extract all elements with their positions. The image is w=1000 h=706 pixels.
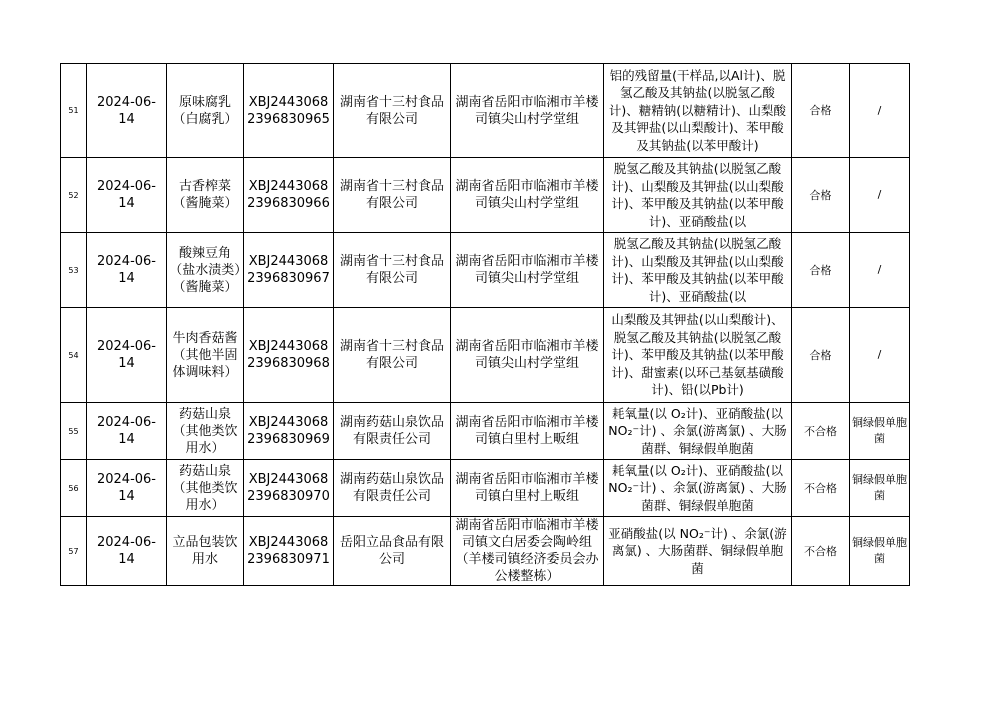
row-number: 57 <box>61 517 87 586</box>
row-number: 55 <box>61 403 87 460</box>
inspection-items: 铝的残留量(干样品,以Al计)、脱氢乙酸及其钠盐(以脱氢乙酸计)、糖精钠(以糖精计)、山梨酸及其钾盐(以山梨酸计)、苯甲酸及其钠盐(以苯甲酸计) <box>604 64 792 158</box>
producer-name: 湖南药菇山泉饮品有限责任公司 <box>334 403 451 460</box>
producer-name: 湖南省十三村食品有限公司 <box>334 233 451 308</box>
table-row <box>61 403 910 460</box>
inspection-items: 脱氢乙酸及其钠盐(以脱氢乙酸计)、山梨酸及其钾盐(以山梨酸计)、苯甲酸及其钠盐(以苯甲酸计)、亚硝酸盐(以 <box>604 158 792 233</box>
failure-reason: / <box>850 308 910 403</box>
verdict: 不合格 <box>792 403 850 460</box>
table-row <box>61 158 910 233</box>
table-row <box>61 64 910 158</box>
table-row <box>61 233 910 308</box>
sample-date: 2024-06-14 <box>87 233 167 308</box>
verdict: 合格 <box>792 64 850 158</box>
table-row <box>61 517 910 586</box>
inspection-items: 亚硝酸盐(以 NO₂⁻计) 、余氯(游离氯) 、大肠菌群、铜绿假单胞菌 <box>604 517 792 586</box>
producer-name: 湖南省十三村食品有限公司 <box>334 158 451 233</box>
producer-name: 湖南药菇山泉饮品有限责任公司 <box>334 460 451 517</box>
verdict: 合格 <box>792 158 850 233</box>
row-number: 53 <box>61 233 87 308</box>
product-name: 原味腐乳（白腐乳） <box>167 64 244 158</box>
row-number: 51 <box>61 64 87 158</box>
producer-address: 湖南省岳阳市临湘市羊楼司镇尖山村学堂组 <box>451 64 604 158</box>
verdict: 不合格 <box>792 460 850 517</box>
failure-reason: / <box>850 158 910 233</box>
product-name: 立品包装饮用水 <box>167 517 244 586</box>
table-row <box>61 308 910 403</box>
product-name: 古香榨菜（酱腌菜） <box>167 158 244 233</box>
product-name: 药菇山泉（其他类饮用水） <box>167 460 244 517</box>
sample-id: XBJ24430682396830970 <box>244 460 334 517</box>
product-name: 药菇山泉（其他类饮用水） <box>167 403 244 460</box>
inspection-items: 山梨酸及其钾盐(以山梨酸计)、脱氢乙酸及其钠盐(以脱氢乙酸计)、苯甲酸及其钠盐(以苯甲酸计)、甜蜜素(以环己基氨基磺酸计)、铅(以Pb计) <box>604 308 792 403</box>
sample-id: XBJ24430682396830965 <box>244 64 334 158</box>
inspection-items: 耗氧量(以 O₂计)、亚硝酸盐(以 NO₂⁻计) 、余氯(游离氯) 、大肠菌群、铜绿假单胞菌 <box>604 460 792 517</box>
row-number: 52 <box>61 158 87 233</box>
producer-address: 湖南省岳阳市临湘市羊楼司镇尖山村学堂组 <box>451 158 604 233</box>
sample-date: 2024-06-14 <box>87 64 167 158</box>
sample-date: 2024-06-14 <box>87 158 167 233</box>
product-name: 酸辣豆角（盐水渍类）（酱腌菜） <box>167 233 244 308</box>
sample-date: 2024-06-14 <box>87 308 167 403</box>
product-name: 牛肉香菇酱（其他半固体调味料） <box>167 308 244 403</box>
producer-address: 湖南省岳阳市临湘市羊楼司镇尖山村学堂组 <box>451 308 604 403</box>
sample-date: 2024-06-14 <box>87 460 167 517</box>
failure-reason: 铜绿假单胞菌 <box>850 460 910 517</box>
producer-name: 岳阳立品食品有限公司 <box>334 517 451 586</box>
sample-date: 2024-06-14 <box>87 517 167 586</box>
verdict: 合格 <box>792 233 850 308</box>
producer-address: 湖南省岳阳市临湘市羊楼司镇白里村上畈组 <box>451 403 604 460</box>
producer-address: 湖南省岳阳市临湘市羊楼司镇文白居委会陶岭组（羊楼司镇经济委员会办公楼整栋） <box>451 517 604 586</box>
sample-date: 2024-06-14 <box>87 403 167 460</box>
inspection-items: 耗氧量(以 O₂计)、亚硝酸盐(以 NO₂⁻计) 、余氯(游离氯) 、大肠菌群、铜绿假单胞菌 <box>604 403 792 460</box>
inspection-items: 脱氢乙酸及其钠盐(以脱氢乙酸计)、山梨酸及其钾盐(以山梨酸计)、苯甲酸及其钠盐(以苯甲酸计)、亚硝酸盐(以 <box>604 233 792 308</box>
sample-id: XBJ24430682396830968 <box>244 308 334 403</box>
failure-reason: / <box>850 64 910 158</box>
failure-reason: / <box>850 233 910 308</box>
inspection-table <box>60 63 910 586</box>
producer-name: 湖南省十三村食品有限公司 <box>334 308 451 403</box>
sample-id: XBJ24430682396830969 <box>244 403 334 460</box>
producer-name: 湖南省十三村食品有限公司 <box>334 64 451 158</box>
sample-id: XBJ24430682396830971 <box>244 517 334 586</box>
table-row <box>61 460 910 517</box>
verdict: 不合格 <box>792 517 850 586</box>
failure-reason: 铜绿假单胞菌 <box>850 403 910 460</box>
row-number: 54 <box>61 308 87 403</box>
sample-id: XBJ24430682396830967 <box>244 233 334 308</box>
sample-id: XBJ24430682396830966 <box>244 158 334 233</box>
producer-address: 湖南省岳阳市临湘市羊楼司镇尖山村学堂组 <box>451 233 604 308</box>
producer-address: 湖南省岳阳市临湘市羊楼司镇白里村上畈组 <box>451 460 604 517</box>
verdict: 合格 <box>792 308 850 403</box>
failure-reason: 铜绿假单胞菌 <box>850 517 910 586</box>
row-number: 56 <box>61 460 87 517</box>
